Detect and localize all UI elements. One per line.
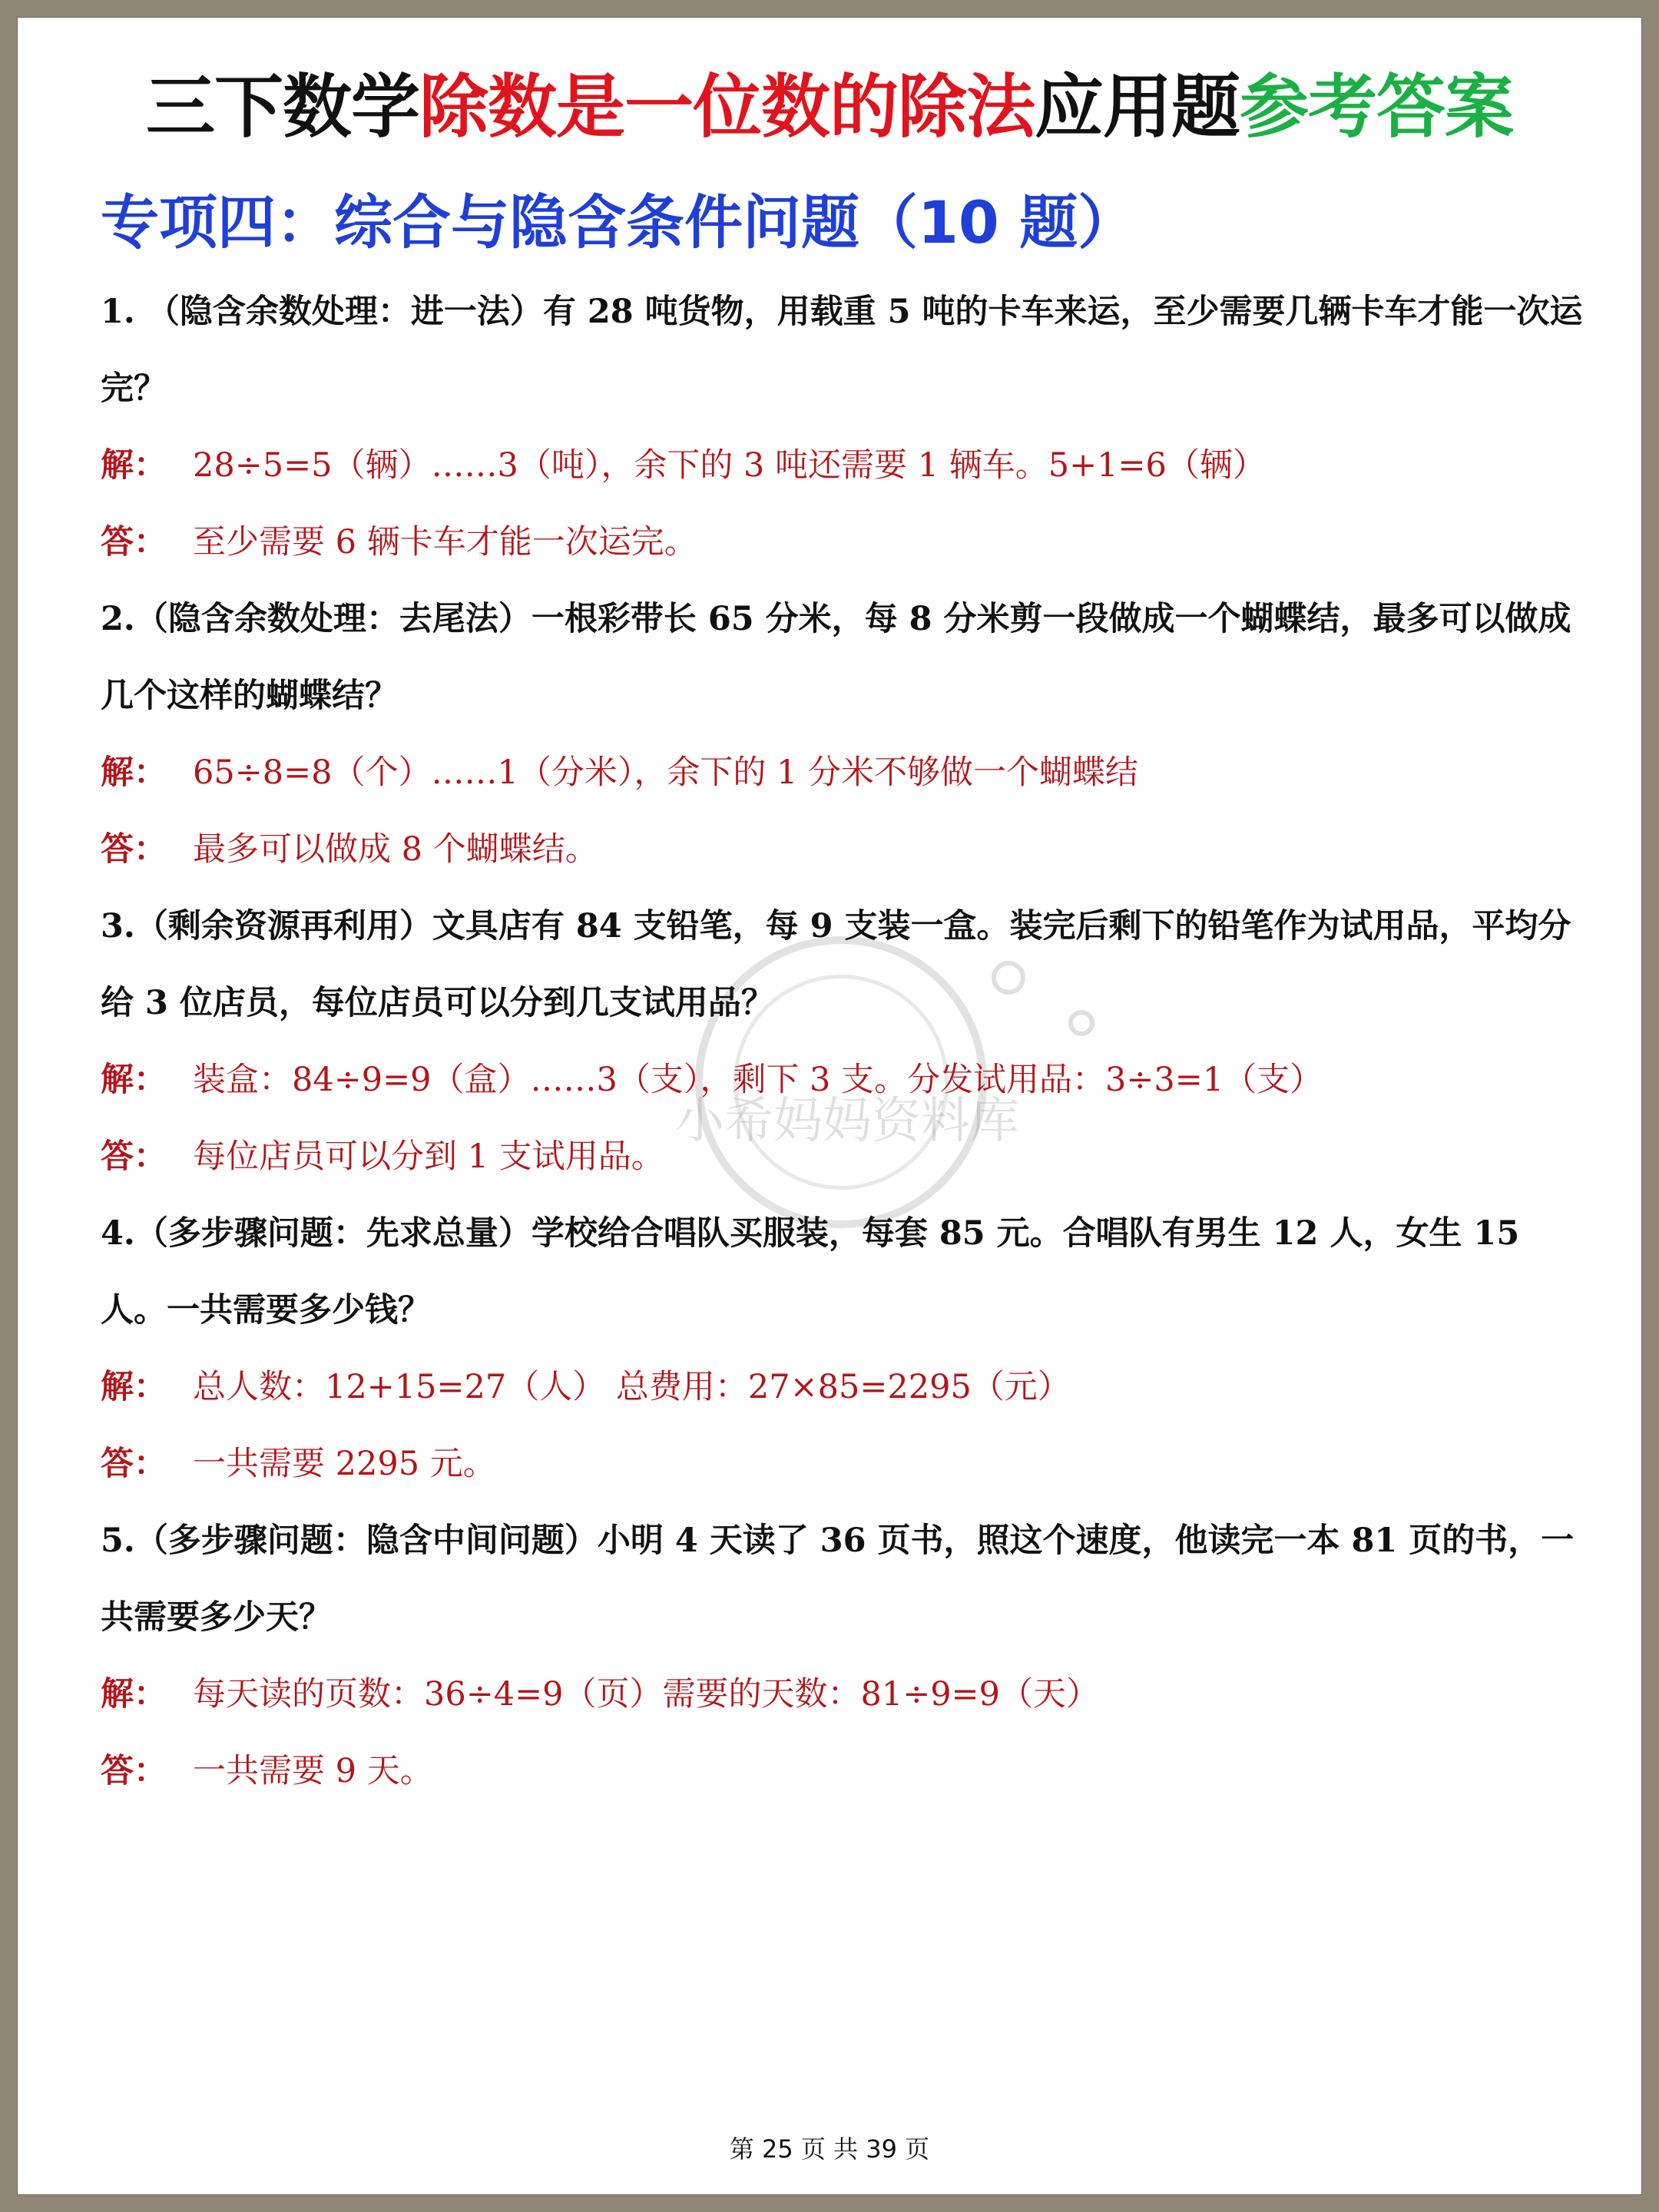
solution-label: 解： <box>101 753 167 792</box>
problem-item <box>101 1502 1583 1810</box>
page-title <box>18 58 1641 157</box>
problem-list <box>101 273 1583 1810</box>
solution-text: 28÷5=5（辆）……3（吨），余下的 3 吨还需要 1 辆车。5+1=6（辆） <box>193 446 1266 485</box>
problem-solution <box>101 734 1583 811</box>
answer-text: 一共需要 2295 元。 <box>193 1445 496 1483</box>
answer-text: 每位店员可以分到 1 支试用品。 <box>193 1137 664 1176</box>
page-number: 第 25 页 共 39 页 <box>729 2134 930 2164</box>
document-page <box>17 17 1642 2195</box>
title-part-4: 参考答案 <box>1240 67 1513 147</box>
problem-answer <box>101 811 1583 888</box>
answer-label: 答： <box>101 1137 167 1176</box>
problem-answer <box>101 504 1583 581</box>
answer-text: 一共需要 9 天。 <box>193 1752 433 1790</box>
problem-item <box>101 888 1583 1195</box>
problem-question: 1. （隐含余数处理：进一法）有 28 吨货物，用载重 5 吨的卡车来运，至少需要几辆卡车才能一次运完？ <box>101 293 1583 408</box>
answer-label: 答： <box>101 523 167 561</box>
solution-text: 装盒：84÷9=9（盒）……3（支），剩下 3 支。分发试用品：3÷3=1（支） <box>193 1061 1323 1099</box>
problem-question: 2.（隐含余数处理：去尾法）一根彩带长 65 分米，每 8 分米剪一段做成一个蝴蝶结，最多可以做成几个这样的蝴蝶结？ <box>101 600 1571 715</box>
problem-answer <box>101 1118 1583 1195</box>
problem-question: 3.（剩余资源再利用）文具店有 84 支铅笔，每 9 支装一盒。装完后剩下的铅笔作为试用品，平均分给 3 位店员，每位店员可以分到几支试用品？ <box>101 907 1571 1022</box>
title-part-3: 应用题 <box>1035 67 1240 147</box>
problem-solution <box>101 427 1583 504</box>
answer-label: 答： <box>101 830 167 869</box>
problem-answer <box>101 1733 1583 1810</box>
problem-question: 4.（多步骤问题：先求总量）学校给合唱队买服装，每套 85 元。合唱队有男生 12 人，女生 15 人。一共需要多少钱？ <box>101 1214 1520 1330</box>
problem-answer <box>101 1426 1583 1502</box>
answer-text: 最多可以做成 8 个蝴蝶结。 <box>193 830 598 869</box>
solution-label: 解： <box>101 1675 167 1714</box>
problem-question: 5.（多步骤问题：隐含中间问题）小明 4 天读了 36 页书，照这个速度，他读完一本 81 页的书，一共需要多少天？ <box>101 1522 1575 1637</box>
section-title: 专项四：综合与隐含条件问题（10 题） <box>101 188 1137 257</box>
solution-text: 总人数：12+15=27（人） 总费用：27×85=2295（元） <box>193 1368 1071 1406</box>
problem-solution <box>101 1041 1583 1118</box>
solution-label: 解： <box>101 1061 167 1099</box>
solution-text: 每天读的页数：36÷4=9（页）需要的天数：81÷9=9（天） <box>193 1675 1099 1714</box>
problem-solution <box>101 1656 1583 1733</box>
problem-item <box>101 1195 1583 1502</box>
answer-label: 答： <box>101 1752 167 1790</box>
solution-text: 65÷8=8（个）……1（分米），余下的 1 分米不够做一个蝴蝶结 <box>193 753 1139 792</box>
title-part-1: 三下数学 <box>146 67 419 147</box>
problem-solution <box>101 1349 1583 1426</box>
watermark-text: 小希妈妈资料库 <box>675 1093 1019 1150</box>
title-part-2: 除数是一位数的除法 <box>419 67 1035 147</box>
problem-item <box>101 581 1583 888</box>
solution-label: 解： <box>101 446 167 485</box>
solution-label: 解： <box>101 1368 167 1406</box>
answer-label: 答： <box>101 1445 167 1483</box>
answer-text: 至少需要 6 辆卡车才能一次运完。 <box>193 523 697 561</box>
problem-item <box>101 273 1583 581</box>
